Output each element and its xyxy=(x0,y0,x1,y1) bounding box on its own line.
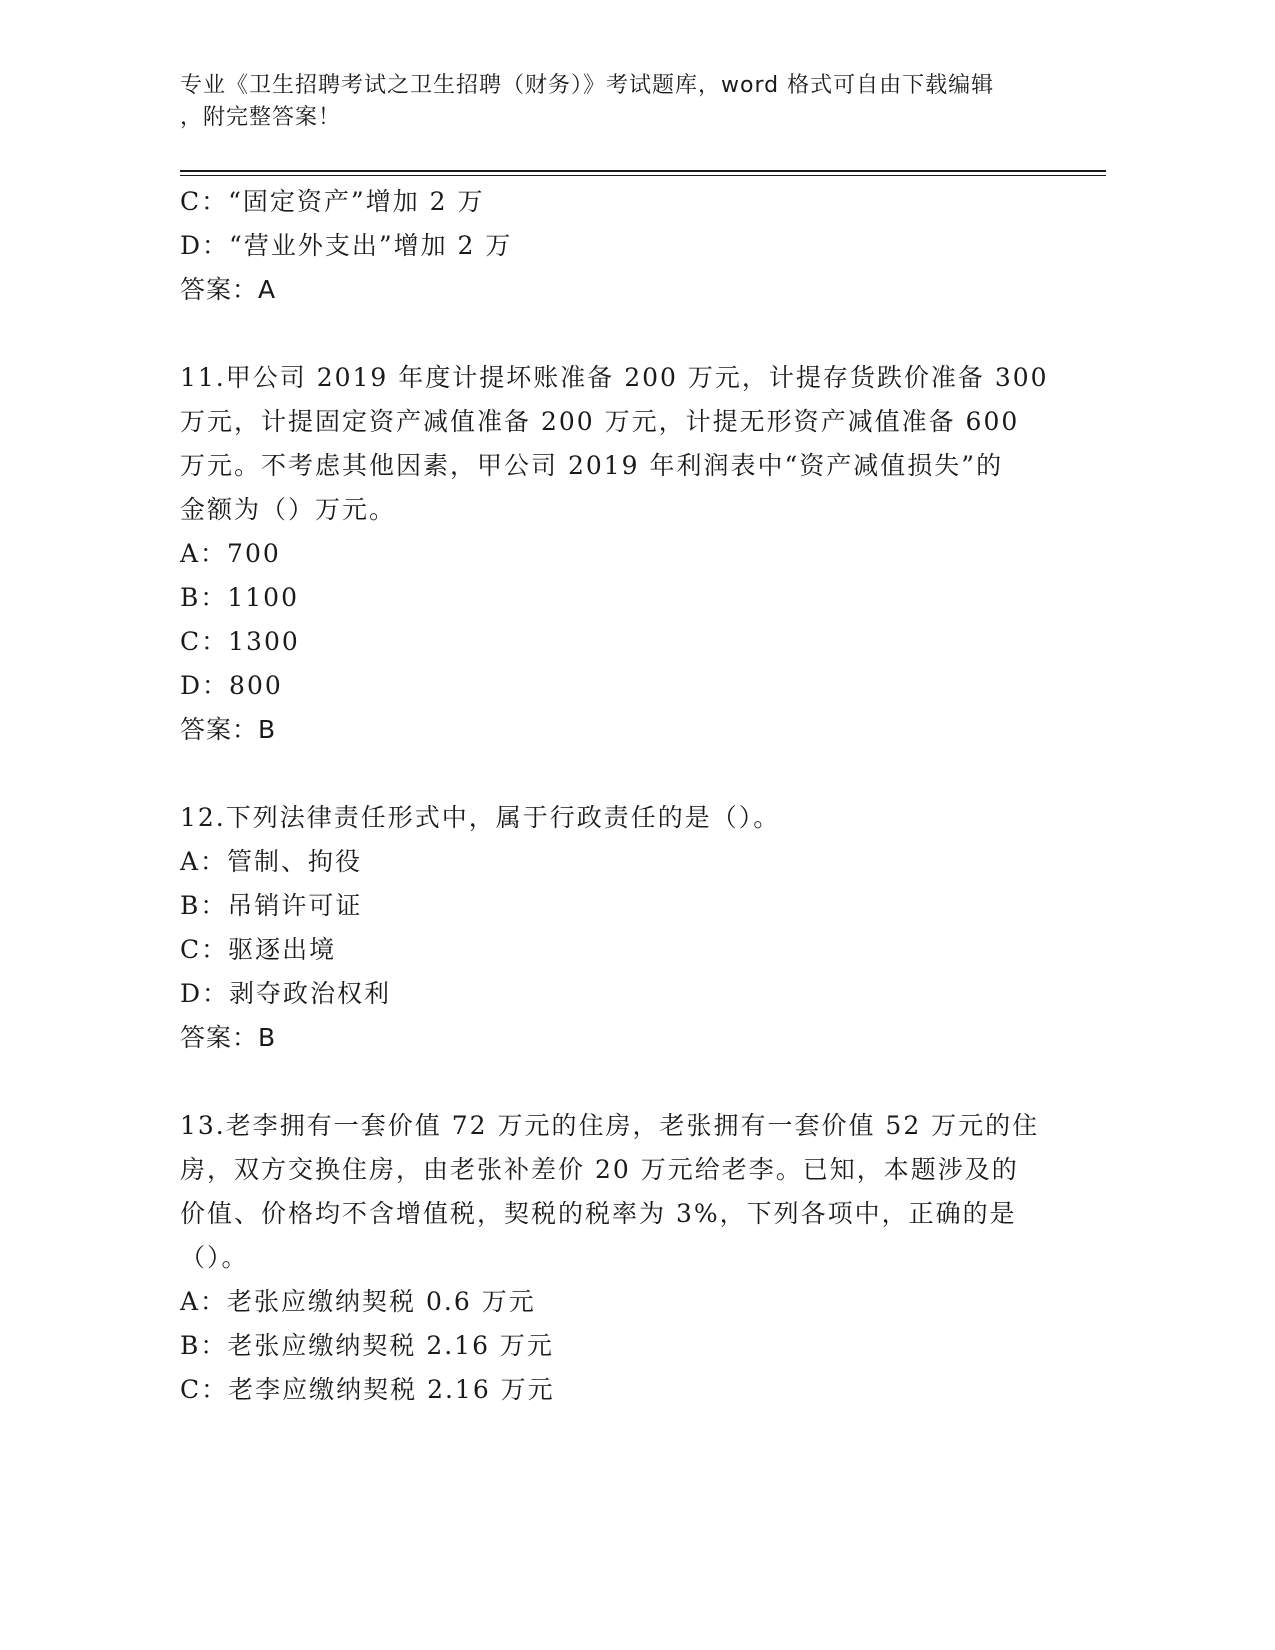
spacer xyxy=(180,752,1040,796)
question-content xyxy=(180,180,1049,1412)
option-c: C：驱逐出境 xyxy=(180,935,337,964)
question-text-line: 价值、价格均不含增值税，契税的税率为 3%，下列各项中，正确的是 xyxy=(180,1199,1017,1228)
option-c: C：老李应缴纳契税 2.16 万元 xyxy=(180,1375,555,1404)
answer-line: 答案：B xyxy=(180,1023,277,1052)
prev-question-block xyxy=(180,180,1040,312)
question-text-line: 金额为（）万元。 xyxy=(180,495,397,524)
question-12 xyxy=(180,796,1040,1060)
header-line-2: ，附完整答案！ xyxy=(180,105,342,130)
question-11 xyxy=(180,356,1049,752)
answer-line: 答案：B xyxy=(180,715,277,744)
option-a: A：管制、拘役 xyxy=(180,847,363,876)
option-d: D：剥夺政治权利 xyxy=(180,979,392,1008)
option-d: D：800 xyxy=(180,671,283,700)
question-text-line: 11.甲公司 2019 年度计提坏账准备 200 万元，计提存货跌价准备 300 xyxy=(180,363,1049,392)
page-header xyxy=(180,70,1060,134)
option-a: A：700 xyxy=(180,539,281,568)
header-line-1: 专业《卫生招聘考试之卫生招聘（财务）》考试题库，word 格式可自由下载编辑 xyxy=(180,73,995,98)
option-c: C：1300 xyxy=(180,627,300,656)
header-rule-thin xyxy=(180,175,1106,176)
spacer xyxy=(180,312,1040,356)
option-d: D：“营业外支出”增加 2 万 xyxy=(180,231,513,260)
spacer xyxy=(180,1060,1040,1104)
option-c: C：“固定资产”增加 2 万 xyxy=(180,187,485,216)
answer-line: 答案：A xyxy=(180,275,277,304)
option-b: B：老张应缴纳契税 2.16 万元 xyxy=(180,1331,554,1360)
question-13 xyxy=(180,1104,1040,1412)
option-b: B：吊销许可证 xyxy=(180,891,363,920)
question-text-line: 万元，计提固定资产减值准备 200 万元，计提无形资产减值准备 600 xyxy=(180,407,1020,436)
question-text-line: 万元。不考虑其他因素，甲公司 2019 年利润表中“资产减值损失”的 xyxy=(180,451,1004,480)
question-text-line: （）。 xyxy=(180,1243,249,1272)
question-text-line: 12.下列法律责任形式中，属于行政责任的是（）。 xyxy=(180,803,781,832)
header-rule-thick xyxy=(180,170,1106,172)
option-a: A：老张应缴纳契税 0.6 万元 xyxy=(180,1287,536,1316)
option-b: B：1100 xyxy=(180,583,299,612)
question-text-line: 房，双方交换住房，由老张补差价 20 万元给老李。已知，本题涉及的 xyxy=(180,1155,1019,1184)
question-text-line: 13.老李拥有一套价值 72 万元的住房，老张拥有一套价值 52 万元的住 xyxy=(180,1111,1040,1140)
